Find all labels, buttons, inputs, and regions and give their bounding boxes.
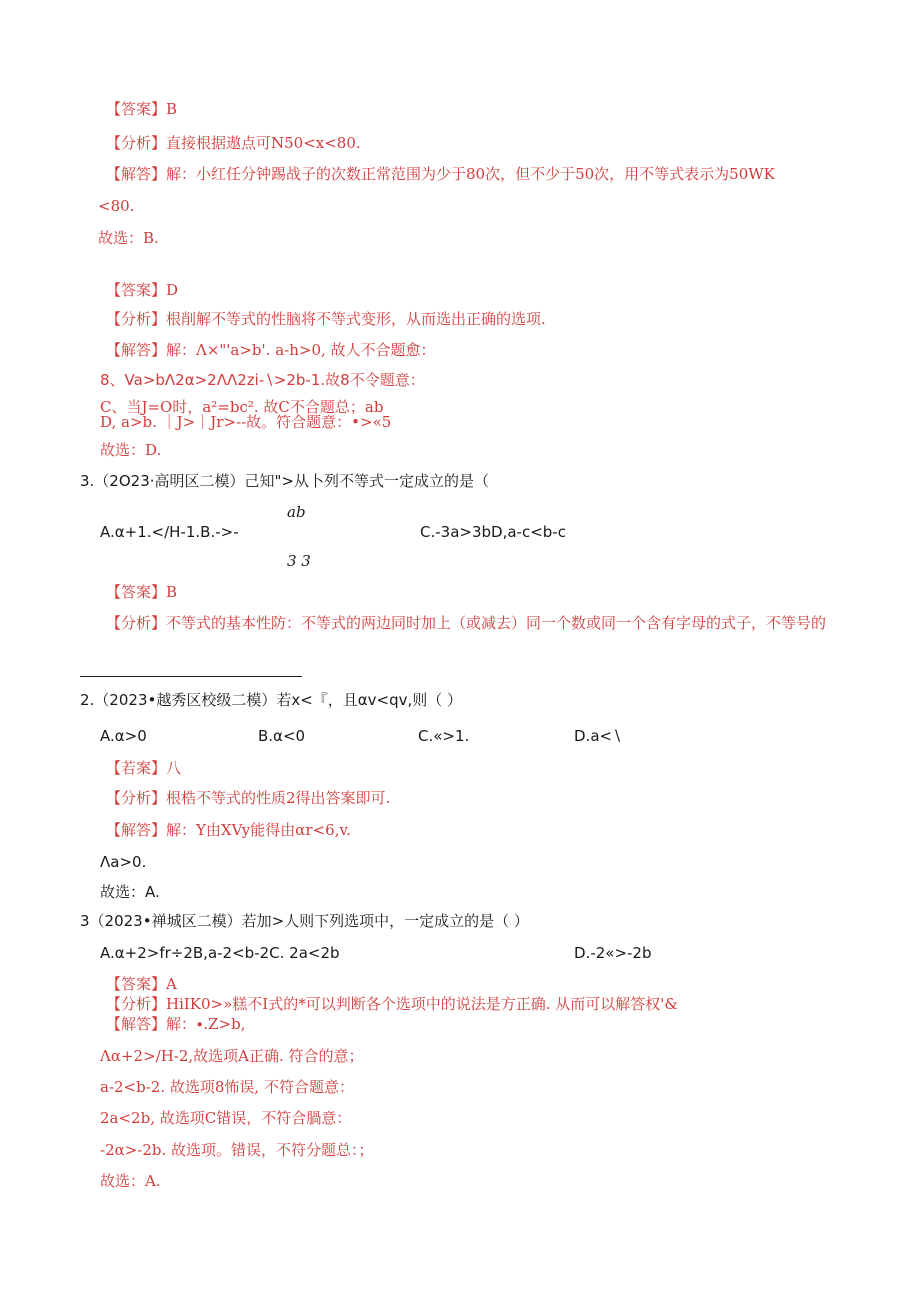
- analysis-q2: 【分析】根梏不等式的性质2得出答案即可.: [106, 789, 391, 807]
- solution-3b: 【解答】解：∙.Z>b,: [106, 1015, 246, 1033]
- solution-3b-option-d: -2α>-2b. 故选项。错误，不符分题总：；: [100, 1141, 374, 1159]
- solution-2-option-d: D, a>b. ｜J>｜Jr>--故。符合题意：•>«5: [100, 413, 392, 431]
- question-3a-options-cd: C.-3a>3bD,a-c<b-c: [420, 523, 566, 541]
- question-2-option-a: A.α>0: [100, 727, 147, 745]
- question-3a-fraction-numerators: ab: [287, 503, 306, 521]
- question-3a-fraction-denominators: 3 3: [287, 552, 311, 570]
- solution-2: 【解答】解：Λ×"'a>b'. a-h>0, 故人不合题愈：: [106, 341, 436, 359]
- question-3b-options-abc: A.α+2>fr÷2B,a-2<b-2C. 2a<2b: [100, 944, 340, 962]
- solution-1: 【解答】解：小红任分钟踢战子的次数正常范围为少于80次，但不少于50次，用不等式表示为50WK: [106, 165, 775, 183]
- answer-2: 【答案】D: [106, 281, 179, 299]
- choice-q2: 故选：A.: [100, 883, 160, 901]
- question-3b-stem: 3（2023•禅城区二模）若加>人则下列选项中，一定成立的是（ ）: [80, 912, 529, 930]
- question-3b-option-d: D.-2«>-2b: [574, 944, 652, 962]
- solution-2-option-c: C、当J=O时，a²=bc². 故C不合题总；ab: [100, 398, 384, 416]
- question-2-option-d: D.a<∖: [574, 727, 622, 745]
- question-2-option-c: C.«>1.: [418, 727, 470, 745]
- solution-3b-option-c: 2a<2b, 故选项C错误，不符合腡意：: [100, 1109, 352, 1127]
- solution-3b-option-a: Λα+2>∕H-2,故选项A正确. 符合的意；: [100, 1047, 364, 1065]
- question-3a-options-ab: A.α+1.<∕H-1.B.->-: [100, 523, 239, 541]
- question-2-option-b: B.α<0: [258, 727, 306, 745]
- solution-q2-line2: Λa>0.: [100, 853, 147, 871]
- solution-1-continued: <80.: [98, 197, 135, 215]
- analysis-2: 【分析】根削解不等式的性脑将不等式变形，从而选出正确的选项.: [106, 310, 546, 328]
- answer-3a: 【答案】B: [106, 583, 178, 601]
- solution-q2: 【解答】解：Y由XVy能得由αr<6,v.: [106, 821, 351, 839]
- analysis-1: 【分析】直接根据遨点可N50<x<80.: [106, 134, 361, 152]
- answer-3b: 【答案】A: [106, 975, 177, 993]
- analysis-3a: 【分析】不等式的基本性防：不等式的两边同时加上（或减去）同一个数或同一个含有字母的式子，不等号的: [106, 614, 827, 632]
- answer-q2: 【若案】八: [106, 759, 182, 777]
- question-3a-stem: 3.（2O23·高明区二模）己知">从卜列不等式一定成立的是（: [80, 472, 489, 490]
- solution-3b-option-b: a-2<b-2. 故选项8怖误, 不符合题意：: [100, 1078, 354, 1096]
- choice-2: 故选：D.: [100, 441, 162, 459]
- solution-2-option-b: 8、Va>bΛ2α>2ΛΛ2zi-∖>2b-1.故8不令题意：: [100, 371, 425, 389]
- analysis-3b: 【分析】HiIK0>»糕不I式的*可以判断各个选项中的说法是方正确. 从而可以解答权'&: [106, 995, 678, 1013]
- choice-1: 故选：B.: [98, 229, 159, 247]
- question-2-stem: 2.（2023•越秀区校级二模）若x<『，且αv<qv,则（ ）: [80, 691, 463, 709]
- footnote-divider: [80, 676, 302, 677]
- choice-3b: 故选：A.: [100, 1172, 161, 1190]
- answer-1: 【答案】B: [106, 100, 178, 118]
